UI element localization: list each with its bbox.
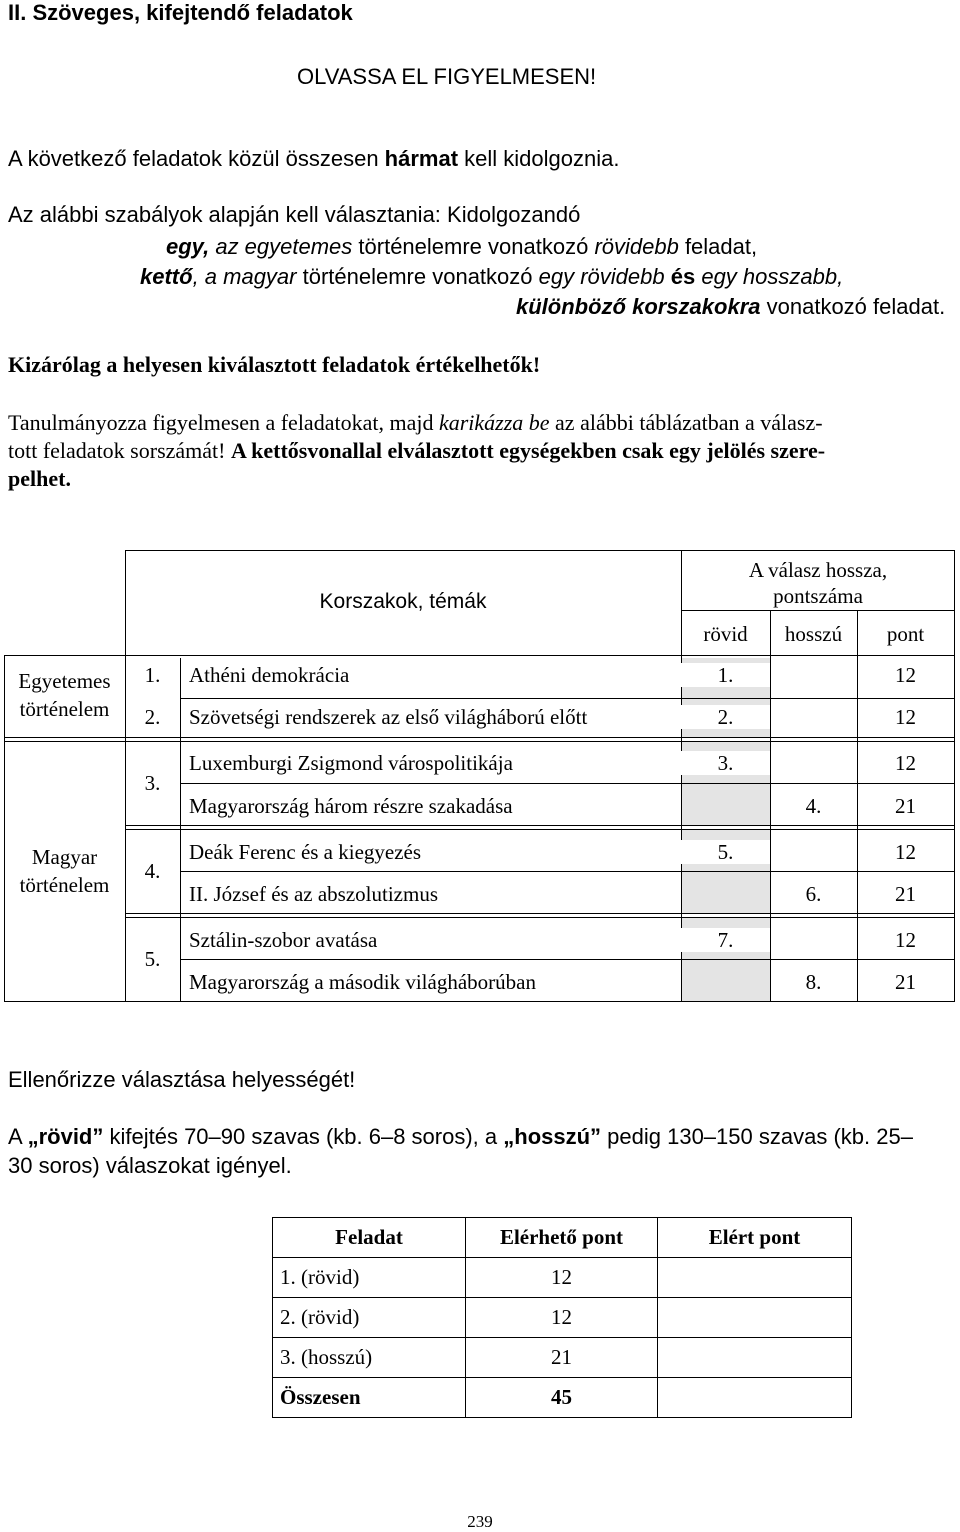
only-selected-note: Kizárólag a helyesen kiválasztott feladatok értékelhetők! [8,352,541,377]
group-hungarian-line1: Magyar [31,845,98,869]
score-table-total-row [273,1378,852,1418]
topic-text: Magyarország három részre szakadása [189,794,513,818]
score-table-row [273,1338,852,1378]
topic-text: Deák Ferenc és a kiegyezés [189,840,422,864]
score-available: 12 [466,1258,658,1298]
score-table-row [273,1298,852,1338]
score-header-achieved: Elért pont [658,1218,852,1258]
rules-line-2: egy, az egyetemes történelemre vonatkozó rövidebb feladat, [166,234,758,259]
score-achieved-field[interactable] [658,1338,852,1378]
length-note-line-1: A „rövid” kifejtés 70–90 szavas (kb. 6–8 soros), a „hosszú” pedig 130–150 szavas (kb. 25– [8,1124,913,1149]
score-task: 2. (rövid) [273,1298,466,1338]
score-available: 12 [466,1298,658,1338]
score-achieved-field[interactable] [658,1298,852,1338]
score-table-row [273,1258,852,1298]
row-number[interactable]: 2. [144,705,161,729]
short-answer-number[interactable]: 2. [681,705,770,729]
rules-line-1: Az alábbi szabályok alapján kell választania: Kidolgozandó [8,202,581,227]
points-value: 12 [895,928,916,952]
points-value: 21 [895,882,916,906]
read-carefully-heading: OLVASSA EL FIGYELMESEN! [297,64,597,89]
row-number[interactable]: 4. [144,859,161,883]
points-value: 12 [895,751,916,775]
long-answer-number[interactable]: 4. [805,794,822,818]
instruction-line-3: pelhet. [8,466,71,491]
points-value: 12 [895,663,916,687]
score-available: 21 [466,1338,658,1378]
points-value: 12 [895,705,916,729]
score-header-task: Feladat [273,1218,466,1258]
check-note: Ellenőrizze választása helyességét! [8,1067,356,1092]
group-hungarian-line2: történelem [19,873,110,897]
shaded-cell [681,784,770,825]
header-short: rövid [703,622,748,646]
topic-text: Sztálin-szobor avatása [189,928,378,952]
row-number[interactable]: 5. [144,947,161,971]
section-title: II. Szöveges, kifejtendő feladatok [8,0,353,25]
short-answer-number[interactable]: 1. [681,663,770,687]
intro-text: A következő feladatok közül összesen hármat kell kidolgoznia. [8,146,620,171]
score-total-value: 45 [466,1378,658,1418]
score-task: 1. (rövid) [273,1258,466,1298]
header-points: pont [886,622,925,646]
long-answer-number[interactable]: 8. [805,970,822,994]
score-achieved-field[interactable] [658,1258,852,1298]
length-note-line-2: 30 soros) válaszokat igényel. [8,1153,292,1178]
header-topics: Korszakok, témák [319,590,487,613]
group-universal-line2: történelem [19,697,110,721]
row-number[interactable]: 1. [144,663,161,687]
score-total-achieved-field[interactable] [658,1378,852,1418]
header-length-1: A válasz hossza, [748,558,888,582]
score-header-available: Elérhető pont [466,1218,658,1258]
points-value: 21 [895,970,916,994]
instruction-line-2: tott feladatok sorszámát! A kettősvonallal elválasztott egységekben csak egy jelölés szere- [8,438,826,463]
instruction-line-1: Tanulmányozza figyelmesen a feladatokat, majd karikázza be az alábbi táblázatban a válasz- [8,410,823,435]
topic-text: II. József és az abszolutizmus [189,882,438,906]
topic-text: Luxemburgi Zsigmond várospolitikája [189,751,513,775]
topic-text: Magyarország a második világháborúban [189,970,536,994]
score-table [272,1217,852,1418]
page-number: 239 [467,1512,493,1531]
short-answer-number[interactable]: 3. [681,751,770,775]
group-universal-line1: Egyetemes [18,669,111,693]
topic-text: Athéni demokrácia [189,663,350,687]
long-answer-number[interactable]: 6. [805,882,822,906]
short-answer-number[interactable]: 7. [681,928,770,952]
row-number[interactable]: 3. [144,771,161,795]
topic-text: Szövetségi rendszerek az első világháború előtt [189,705,588,729]
score-task: 3. (hosszú) [273,1338,466,1378]
score-total-label: Összesen [273,1378,466,1418]
rules-line-4: különböző korszakokra vonatkozó feladat. [516,294,946,319]
shaded-cell [681,872,770,913]
header-long: hosszú [784,622,843,646]
header-length-2: pontszáma [773,584,863,608]
score-table-header-row [273,1218,852,1258]
shaded-cell [681,960,770,1001]
rules-line-3: kettő, a magyar történelemre vonatkozó egy rövidebb és egy hosszabb, [140,264,844,289]
short-answer-number[interactable]: 5. [681,840,770,864]
points-value: 12 [895,840,916,864]
points-value: 21 [895,794,916,818]
